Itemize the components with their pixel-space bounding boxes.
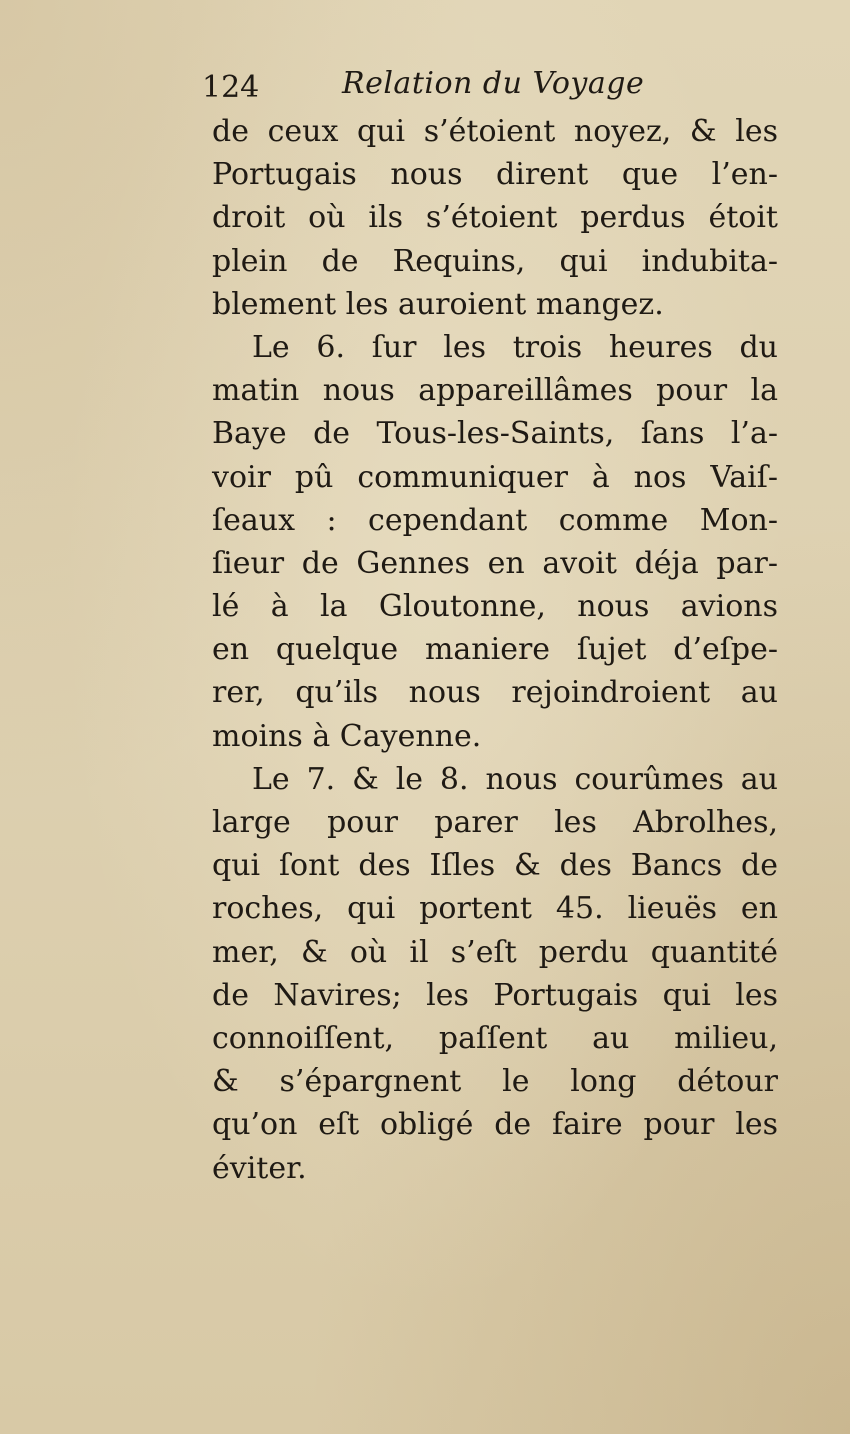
text-line: en quelque maniere ſujet d’eſpe- — [212, 632, 778, 668]
text-line: droit où ils s’étoient perdus étoit — [212, 200, 778, 236]
text-line: de Navires; les Portugais qui les — [212, 977, 778, 1013]
page-number: 124 — [202, 70, 260, 105]
text-line: mer, & où il s’eſt perdu quantité — [212, 934, 778, 970]
text-line: Le 6. ſur les trois heures du — [252, 329, 778, 365]
text-line: ſieur de Gennes en avoit déja par- — [212, 545, 778, 581]
text-line: Baye de Tous-les-Saints, ſans l’a- — [212, 416, 778, 452]
text-line: connoiſſent, paſſent au milieu, — [212, 1020, 778, 1056]
paragraph-le-6 — [212, 326, 778, 758]
text-line: Le 7. & le 8. nous courûmes au — [252, 761, 778, 797]
text-line: de ceux qui s’étoient noyez, & les — [212, 114, 778, 149]
text-line: ſeaux : cependant comme Mon- — [212, 502, 778, 538]
text-line: rer, qu’ils nous rejoindroient au — [212, 675, 778, 711]
text-line: lé à la Gloutonne, nous avions — [212, 589, 778, 625]
paragraph-le-7 — [212, 758, 778, 1190]
text-line: matin nous appareillâmes pour la — [212, 373, 778, 409]
text-block — [202, 66, 778, 1190]
text-line: plein de Requins, qui indubita- — [212, 243, 778, 279]
text-line: qui ſont des Iſles & des Bancs de — [212, 848, 778, 884]
text-line: large pour parer les Abrolhes, — [212, 805, 778, 840]
text-line: qu’on eſt obligé de faire pour les — [212, 1107, 778, 1143]
text-line: & s’épargnent le long détour — [212, 1064, 778, 1100]
text-line: Portugais nous dirent que l’en- — [212, 157, 778, 193]
running-title: Relation du Voyage — [342, 66, 645, 101]
text-line: éviter. — [212, 1150, 307, 1186]
text-line: voir pû communiquer à nos Vaiſ- — [212, 459, 778, 495]
text-line: moins à Cayenne. — [212, 718, 482, 754]
running-head — [202, 66, 778, 110]
text-line: roches, qui portent 45. lieuës en — [212, 891, 778, 927]
paragraph-continuation — [212, 110, 778, 326]
text-line: blement les auroient mangez. — [212, 286, 664, 322]
